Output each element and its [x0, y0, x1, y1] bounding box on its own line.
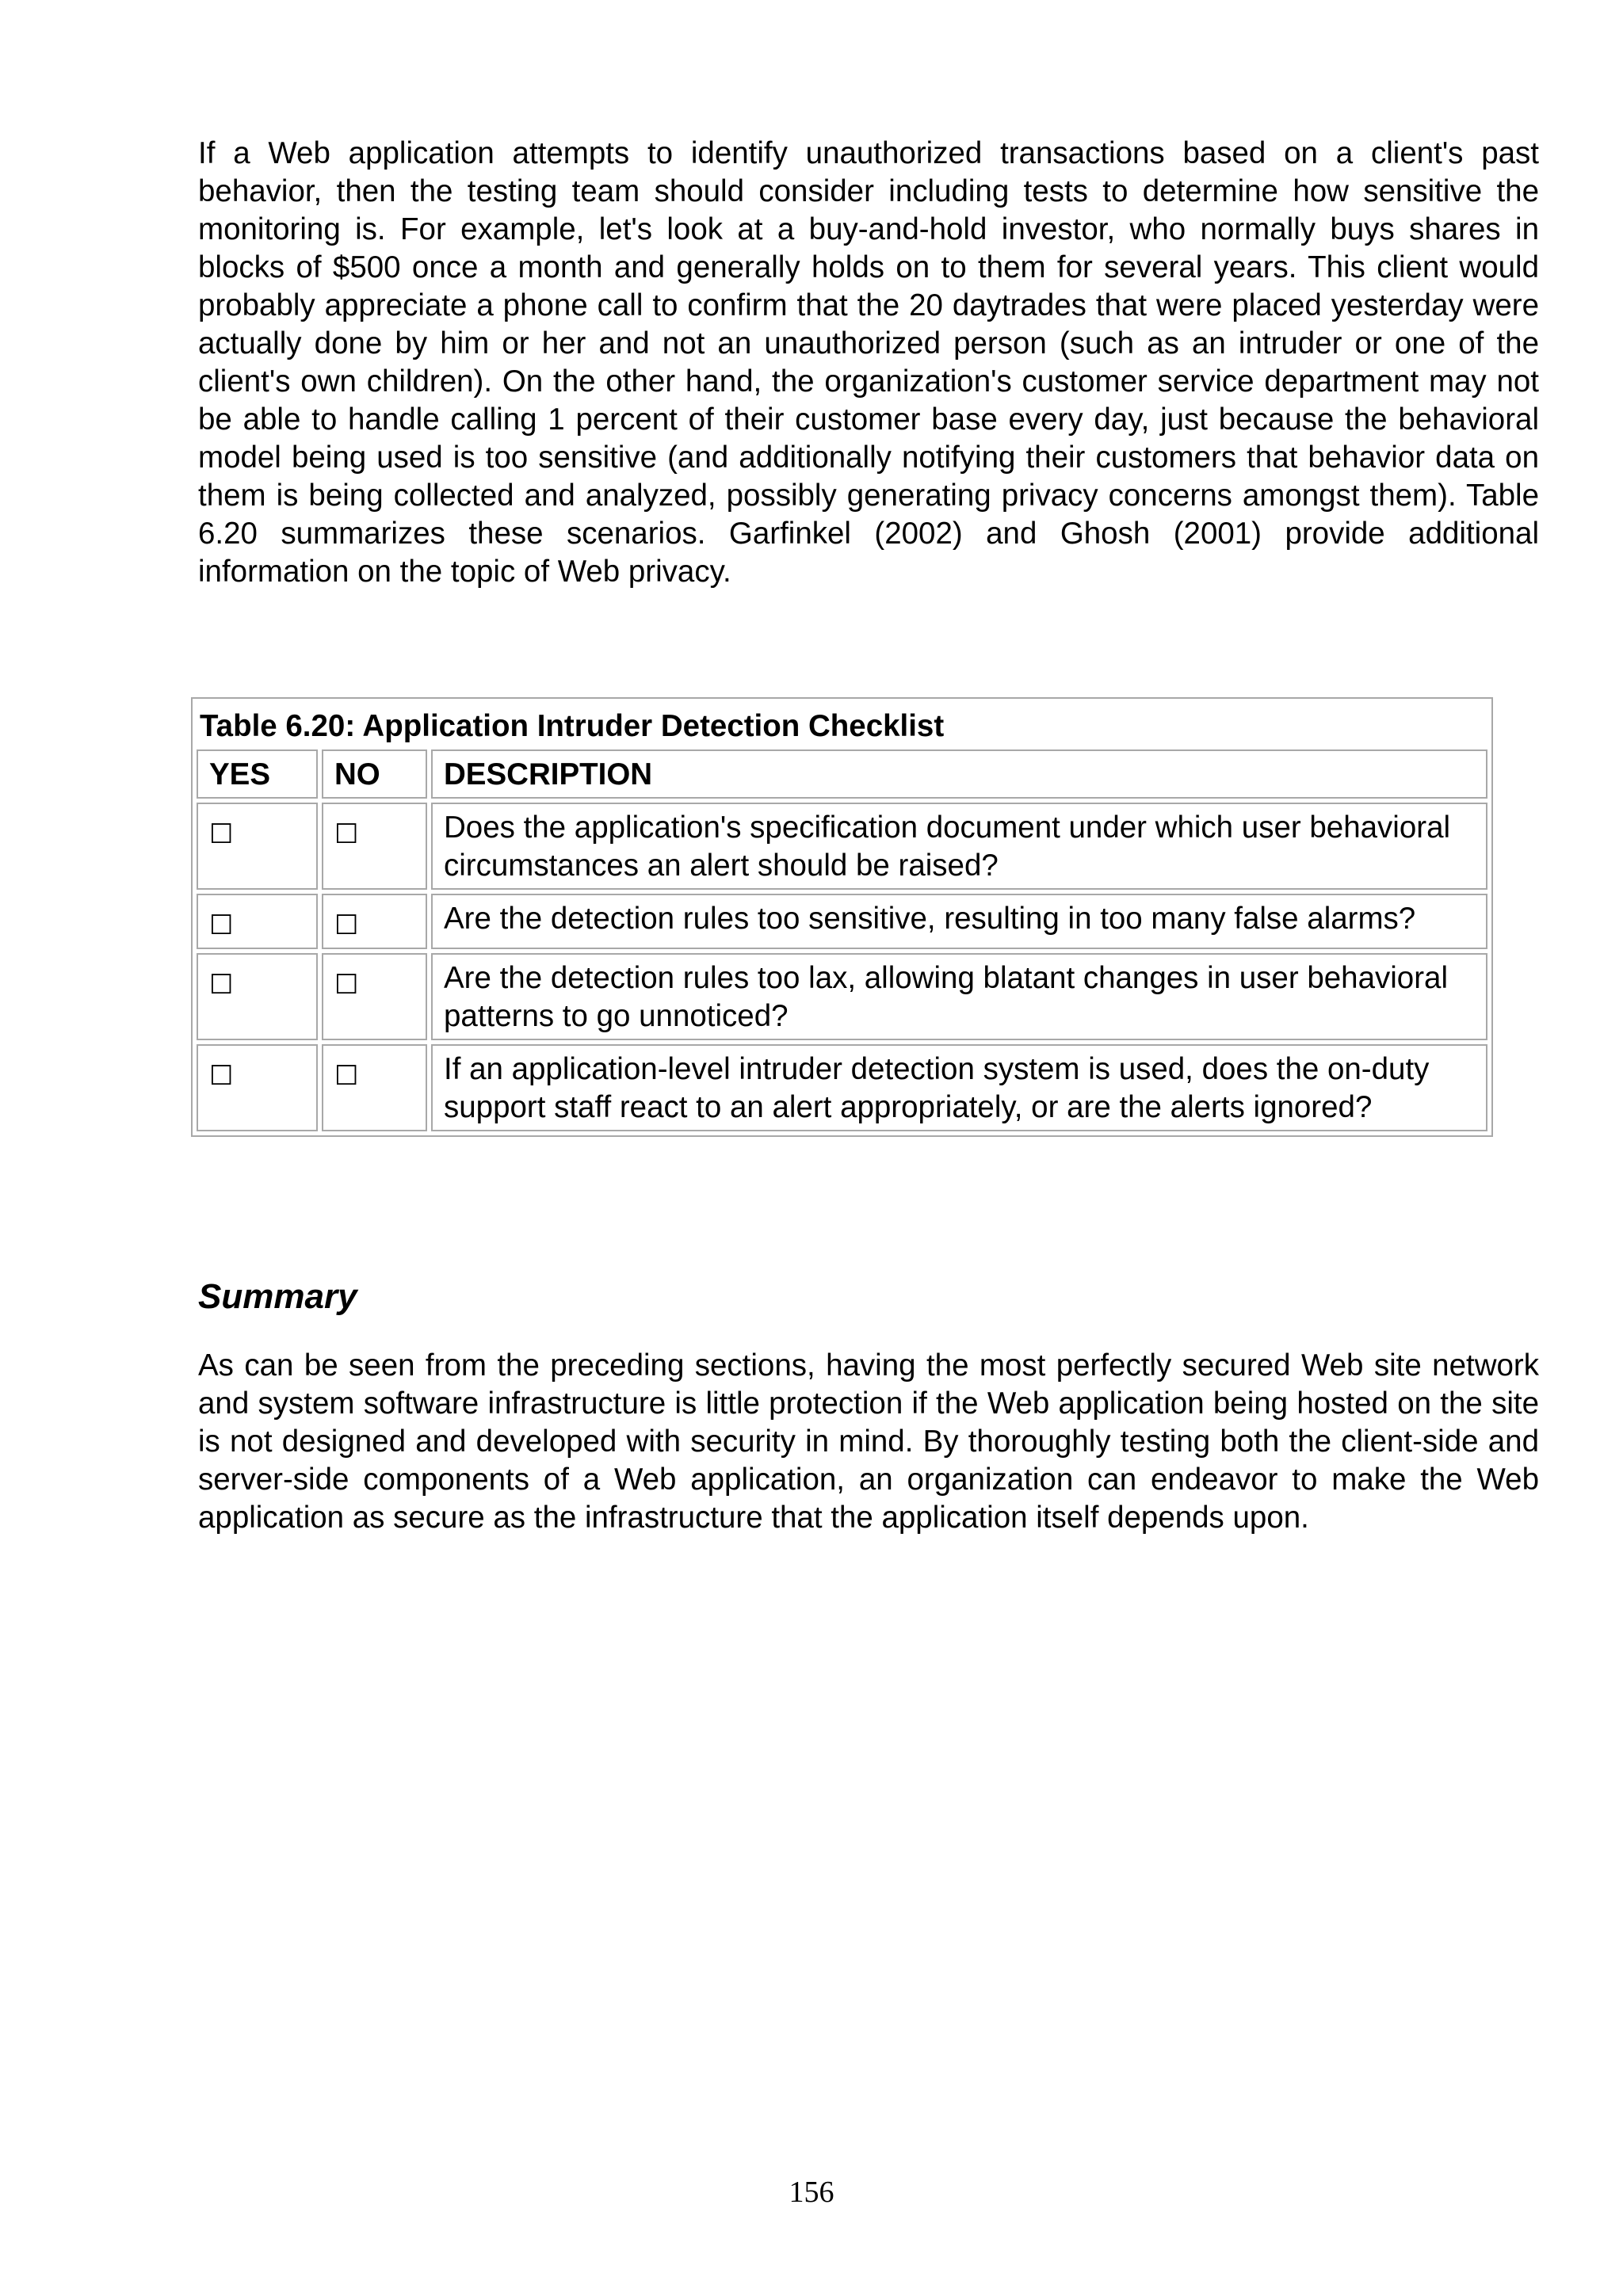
yes-cell — [197, 894, 318, 949]
yes-checkbox[interactable]: ☐ — [209, 910, 234, 941]
no-cell — [322, 953, 427, 1040]
header-description: DESCRIPTION — [431, 749, 1487, 799]
yes-cell — [197, 953, 318, 1040]
table-caption-row — [197, 703, 1487, 746]
no-checkbox[interactable]: ☐ — [334, 969, 359, 1001]
table-row — [197, 894, 1487, 949]
no-checkbox[interactable]: ☐ — [334, 1060, 359, 1092]
summary-heading: Summary — [198, 1277, 357, 1316]
no-checkbox[interactable]: ☐ — [334, 910, 359, 941]
header-no: NO — [322, 749, 427, 799]
yes-cell — [197, 803, 318, 890]
table-row — [197, 953, 1487, 1040]
page-number: 156 — [789, 2176, 834, 2209]
yes-checkbox[interactable]: ☐ — [209, 969, 234, 1001]
table-caption: Table 6.20: Application Intruder Detection Checklist — [200, 709, 945, 743]
header-yes: YES — [197, 749, 318, 799]
yes-cell — [197, 1044, 318, 1131]
table-row — [197, 1044, 1487, 1131]
no-cell — [322, 1044, 427, 1131]
yes-checkbox[interactable]: ☐ — [209, 818, 234, 850]
description-cell: If an application-level intruder detection system is used, does the on-duty support staff react to an alert appropriately, or are the alerts ignored? — [431, 1044, 1487, 1131]
intruder-detection-checklist-table — [191, 697, 1493, 1137]
no-cell — [322, 894, 427, 949]
description-cell: Does the application's specification document under which user behavioral circumstances an alert should be raised? — [431, 803, 1487, 890]
description-cell: Are the detection rules too sensitive, resulting in too many false alarms? — [431, 894, 1487, 949]
table-row — [197, 803, 1487, 890]
summary-paragraph: As can be seen from the preceding sections, having the most perfectly secured Web site network and system software infrastructure is little protection if the Web application being hosted on the site is not designed and developed with security in mind. By thoroughly testing both the client-side and server-side components of a Web application, an organization can endeavor to make the Web application as secure as the infrastructure that the application itself depends upon. — [198, 1348, 1539, 1535]
no-checkbox[interactable]: ☐ — [334, 818, 359, 850]
intro-paragraph: If a Web application attempts to identify unauthorized transactions based on a client's past behavior, then the testing team should consider including tests to determine how sensitive the monitoring is. For example, let's look at a buy-and-hold investor, who normally buys shares in blocks of $500 once a month and generally holds on to them for several years. This client would probably appreciate a phone call to confirm that the 20 daytrades that were placed yesterday were actually done by him or her and not an unauthorized person (such as an intruder or one of the client's own children). On the other hand, the organization's customer service department may not be able to handle calling 1 percent of their customer base every day, just because the behavioral model being used is too sensitive (and additionally notifying their customers that behavior data on them is being collected and analyzed, possibly generating privacy concerns amongst them). Table 6.20 summarizes these scenarios. Garfinkel (2002) and Ghosh (2001) provide additional information on the topic of Web privacy. — [198, 136, 1539, 589]
no-cell — [322, 803, 427, 890]
yes-checkbox[interactable]: ☐ — [209, 1060, 234, 1092]
description-cell: Are the detection rules too lax, allowing blatant changes in user behavioral patterns to go unnoticed? — [431, 953, 1487, 1040]
table-header-row — [197, 749, 1487, 799]
